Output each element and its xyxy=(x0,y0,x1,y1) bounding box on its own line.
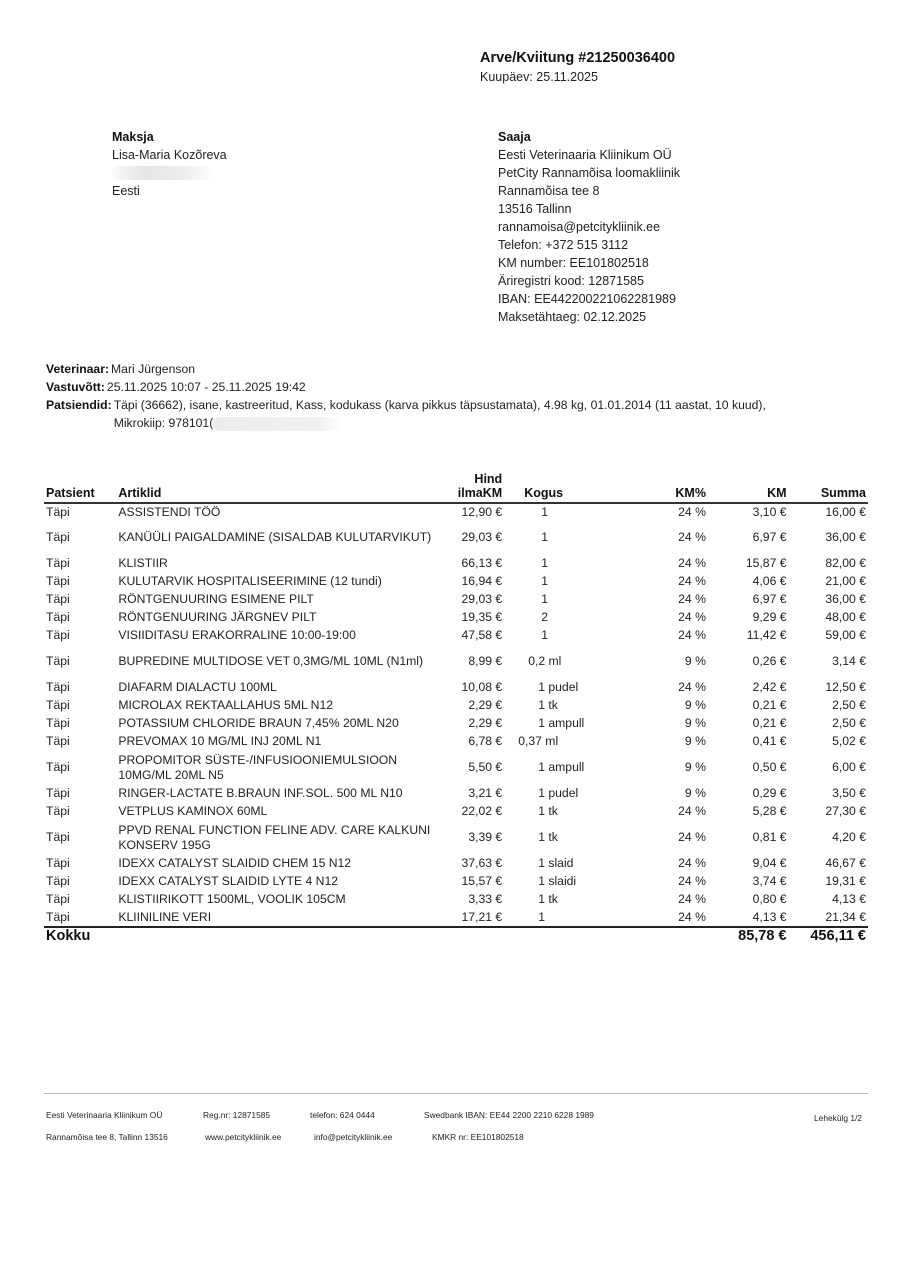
row-price: 16,94 € xyxy=(461,574,503,589)
footer-email: info@petcitykliinik.ee xyxy=(314,1132,393,1142)
row-vat-pct: 9 % xyxy=(684,734,706,749)
row-qty xyxy=(504,803,629,821)
row-patient: Täpi xyxy=(46,892,70,907)
row-vat-pct: 24 % xyxy=(678,610,706,625)
row-qty xyxy=(504,521,629,555)
row-qty-value: 1 tk xyxy=(538,698,558,713)
row-sum: 21,34 € xyxy=(825,909,866,924)
row-qty xyxy=(504,855,629,873)
row-sum: 36,00 € xyxy=(825,592,866,607)
row-vat: 0,26 € xyxy=(752,654,787,669)
row-price: 47,58 € xyxy=(461,628,503,643)
row-patient: Täpi xyxy=(46,760,70,775)
table-row xyxy=(44,503,868,521)
recipient-due-date: Maksetähtaeg: 02.12.2025 xyxy=(498,310,647,324)
row-patient: Täpi xyxy=(46,909,70,924)
row-qty-value: 1 ampull xyxy=(538,760,585,775)
row-vat-pct: 24 % xyxy=(678,504,706,519)
row-sum: 12,50 € xyxy=(825,680,866,695)
row-patient: Täpi xyxy=(46,734,70,749)
row-qty xyxy=(504,555,629,573)
row-qty xyxy=(504,751,629,785)
row-price: 3,21 € xyxy=(468,786,503,801)
row-patient: Täpi xyxy=(46,856,70,871)
row-patient: Täpi xyxy=(46,804,70,819)
row-qty-value: 1 slaidi xyxy=(538,874,577,889)
table-row xyxy=(44,803,868,821)
row-vat: 0,21 € xyxy=(752,698,787,713)
row-item: POTASSIUM CHLORIDE BRAUN 7,45% 20ML N20 xyxy=(118,716,399,731)
invoice-date: Kuupäev: 25.11.2025 xyxy=(480,70,598,84)
table-row xyxy=(44,751,868,785)
payer-heading: Maksja xyxy=(112,130,154,144)
row-vat: 11,42 € xyxy=(746,628,787,643)
row-qty-value: 1 ampull xyxy=(538,716,585,731)
row-sum: 19,31 € xyxy=(825,874,866,889)
patients-label: Patsiendid: xyxy=(46,398,112,412)
col-sum: Summa xyxy=(820,486,866,500)
row-item: KLISTIIRIKOTT 1500ML, VOOLIK 105CM xyxy=(118,892,346,907)
row-item: ASSISTENDI TÖÖ xyxy=(118,504,221,519)
row-patient: Täpi xyxy=(46,628,70,643)
row-item: PROPOMITOR SÜSTE-/INFUSIOONIEMULSIOON 10MG/ML 20ML N5 xyxy=(118,752,398,782)
row-vat: 6,97 € xyxy=(752,592,787,607)
row-vat-pct: 24 % xyxy=(678,574,706,589)
row-qty-value: 1 tk xyxy=(538,892,558,907)
row-price: 2,29 € xyxy=(468,698,503,713)
row-vat-pct: 24 % xyxy=(678,892,706,907)
redacted-address xyxy=(112,166,212,180)
row-vat-pct: 24 % xyxy=(678,530,706,545)
row-qty-value: 1 xyxy=(541,504,548,519)
vet-label: Veterinaar: xyxy=(46,362,110,376)
recipient-registry-code: Äriregistri kood: 12871585 xyxy=(498,274,644,288)
row-item: KULUTARVIK HOSPITALISEERIMINE (12 tundi) xyxy=(118,574,382,589)
row-sum: 82,00 € xyxy=(825,556,866,571)
row-item: IDEXX CATALYST SLAIDID LYTE 4 N12 xyxy=(118,874,339,889)
recipient-city: 13516 Tallinn xyxy=(498,202,572,216)
row-item: BUPREDINE MULTIDOSE VET 0,3MG/ML 10ML (N1ml) xyxy=(118,654,424,669)
page-number: Lehekülg 1/2 xyxy=(814,1113,862,1123)
row-sum: 5,02 € xyxy=(832,734,866,749)
row-price: 37,63 € xyxy=(461,856,503,871)
row-vat: 0,29 € xyxy=(752,786,787,801)
row-qty-value: 1 pudel xyxy=(538,680,579,695)
row-qty xyxy=(504,591,629,609)
row-sum: 36,00 € xyxy=(825,530,866,545)
row-sum: 16,00 € xyxy=(825,504,866,519)
row-vat-pct: 9 % xyxy=(684,760,706,775)
row-qty xyxy=(504,573,629,591)
row-item: DIAFARM DIALACTU 100ML xyxy=(118,680,277,695)
row-qty-value: 1 xyxy=(541,592,548,607)
row-qty xyxy=(504,891,629,909)
row-qty-value: 1 pudel xyxy=(538,786,579,801)
col-patient: Patsient xyxy=(46,486,95,500)
row-price: 29,03 € xyxy=(461,592,503,607)
row-price: 10,08 € xyxy=(461,680,503,695)
row-vat-pct: 24 % xyxy=(678,856,706,871)
row-vat-pct: 24 % xyxy=(678,909,706,924)
row-patient: Täpi xyxy=(46,830,70,845)
row-qty xyxy=(504,821,629,855)
row-qty xyxy=(504,909,629,927)
row-vat: 9,29 € xyxy=(752,610,787,625)
col-vat-pct: KM% xyxy=(675,486,706,500)
row-item: RÖNTGENUURING ESIMENE PILT xyxy=(118,592,314,607)
appointment-row xyxy=(46,378,766,396)
footer-phone: telefon: 624 0444 xyxy=(310,1110,375,1120)
table-row xyxy=(44,645,868,679)
row-vat: 3,74 € xyxy=(752,874,787,889)
row-patient: Täpi xyxy=(46,698,70,713)
footer-divider xyxy=(44,1093,868,1094)
row-qty xyxy=(504,873,629,891)
recipient-phone: Telefon: +372 515 3112 xyxy=(498,238,629,252)
recipient-clinic: PetCity Rannamõisa loomakliinik xyxy=(498,166,681,180)
microchip: Mikrokiip: 978101( xyxy=(113,416,214,430)
footer-regnr: Reg.nr: 12871585 xyxy=(203,1110,271,1120)
recipient-company: Eesti Veterinaaria Kliinikum OÜ xyxy=(498,148,672,162)
recipient-heading: Saaja xyxy=(498,130,531,144)
row-price: 2,29 € xyxy=(468,716,503,731)
row-price: 3,39 € xyxy=(468,830,503,845)
col-qty: Kogus xyxy=(524,486,564,500)
microchip-line xyxy=(114,414,766,432)
col-price-line1: Hind xyxy=(474,472,503,486)
table-row xyxy=(44,679,868,697)
row-vat: 4,06 € xyxy=(752,574,787,589)
table-row xyxy=(44,627,868,645)
row-sum: 46,67 € xyxy=(825,856,866,871)
table-row xyxy=(44,521,868,555)
row-sum: 2,50 € xyxy=(832,698,866,713)
patients-row xyxy=(46,396,766,432)
recipient-block xyxy=(498,128,680,326)
recipient-vat-number: KM number: EE101802518 xyxy=(498,256,649,270)
total-sum: 456,11 € xyxy=(810,928,866,944)
row-price: 3,33 € xyxy=(468,892,503,907)
row-qty-value: 1 xyxy=(541,574,548,589)
row-price: 17,21 € xyxy=(461,909,503,924)
row-patient: Täpi xyxy=(46,556,70,571)
payer-name: Lisa-Maria Kozõreva xyxy=(112,148,227,162)
row-qty-value: 1 xyxy=(541,628,548,643)
payer-country: Eesti xyxy=(112,184,140,198)
row-vat-pct: 24 % xyxy=(678,680,706,695)
row-vat: 0,21 € xyxy=(752,716,787,731)
row-vat: 9,04 € xyxy=(752,856,787,871)
footer-company: Eesti Veterinaaria Kliinikum OÜ xyxy=(46,1110,163,1120)
table-row xyxy=(44,733,868,751)
table-row xyxy=(44,591,868,609)
footer-web: www.petcitykliinik.ee xyxy=(205,1132,282,1142)
row-qty-value: 2 xyxy=(541,610,548,625)
table-row xyxy=(44,909,868,927)
col-price xyxy=(440,472,505,503)
table-row xyxy=(44,697,868,715)
row-patient: Täpi xyxy=(46,680,70,695)
table-header-row xyxy=(44,472,868,503)
row-vat-pct: 9 % xyxy=(684,698,706,713)
row-patient: Täpi xyxy=(46,592,70,607)
row-vat-pct: 24 % xyxy=(678,628,706,643)
row-sum: 2,50 € xyxy=(832,716,866,731)
row-qty xyxy=(504,733,629,751)
total-vat: 85,78 € xyxy=(738,928,787,944)
row-item: PPVD RENAL FUNCTION FELINE ADV. CARE KALKUNI KONSERV 195G xyxy=(118,822,431,852)
row-patient: Täpi xyxy=(46,716,70,731)
visit-info xyxy=(46,360,766,432)
row-sum: 59,00 € xyxy=(825,628,866,643)
row-vat: 4,13 € xyxy=(752,909,787,924)
row-item: PREVOMAX 10 MG/ML INJ 20ML N1 xyxy=(118,734,322,749)
row-price: 22,02 € xyxy=(461,804,503,819)
recipient-email: rannamoisa@petcitykliinik.ee xyxy=(498,220,661,234)
total-label: Kokku xyxy=(46,928,91,944)
row-qty-value: 1 tk xyxy=(538,804,558,819)
payer-block xyxy=(112,128,227,200)
row-vat: 0,81 € xyxy=(752,830,787,845)
appointment-time: 25.11.2025 10:07 - 25.11.2025 19:42 xyxy=(106,380,306,394)
row-price: 19,35 € xyxy=(461,610,503,625)
row-sum: 3,14 € xyxy=(832,654,866,669)
table-row xyxy=(44,573,868,591)
row-price: 6,78 € xyxy=(468,734,503,749)
row-qty-value: 1 tk xyxy=(538,830,558,845)
row-sum: 4,20 € xyxy=(832,830,866,845)
table-row xyxy=(44,715,868,733)
table-row xyxy=(44,891,868,909)
row-item: KANÜÜLI PAIGALDAMINE (SISALDAB KULUTARVIKUT) xyxy=(118,530,432,545)
row-item: MICROLAX REKTAALLAHUS 5ML N12 xyxy=(118,698,334,713)
row-sum: 3,50 € xyxy=(832,786,866,801)
row-qty-value: 1 xyxy=(541,556,548,571)
recipient-street: Rannamõisa tee 8 xyxy=(498,184,600,198)
row-sum: 48,00 € xyxy=(825,610,866,625)
row-sum: 21,00 € xyxy=(825,574,866,589)
row-qty-value: 0,2 ml xyxy=(528,654,562,669)
row-vat-pct: 9 % xyxy=(684,786,706,801)
row-price: 5,50 € xyxy=(468,760,503,775)
vet-name: Mari Jürgenson xyxy=(111,362,196,376)
row-vat: 0,80 € xyxy=(752,892,787,907)
row-qty xyxy=(504,645,629,679)
row-patient: Täpi xyxy=(46,786,70,801)
row-vat-pct: 9 % xyxy=(684,716,706,731)
row-qty xyxy=(504,503,629,521)
items-table xyxy=(44,472,868,945)
row-patient: Täpi xyxy=(46,654,70,669)
row-vat-pct: 24 % xyxy=(678,556,706,571)
row-vat: 5,28 € xyxy=(752,804,787,819)
col-vat: KM xyxy=(767,486,787,500)
row-patient: Täpi xyxy=(46,530,70,545)
row-item: VETPLUS KAMINOX 60ML xyxy=(118,804,268,819)
row-item: IDEXX CATALYST SLAIDID CHEM 15 N12 xyxy=(118,856,352,871)
row-vat: 3,10 € xyxy=(752,504,787,519)
row-qty-value: 1 slaid xyxy=(538,856,574,871)
row-item: VISIIDITASU ERAKORRALINE 10:00-19:00 xyxy=(118,628,356,643)
total-row xyxy=(44,927,868,945)
patient-description: Täpi (36662), isane, kastreeritud, Kass, kodukass (karva pikkus täpsustamata), 4.98 kg, 01.01.2014 (11 aastat, 10 kuud), xyxy=(113,398,766,412)
table-row xyxy=(44,873,868,891)
row-item: RÖNTGENUURING JÄRGNEV PILT xyxy=(118,610,317,625)
footer-iban: Swedbank IBAN: EE44 2200 2210 6228 1989 xyxy=(424,1110,594,1120)
row-sum: 27,30 € xyxy=(825,804,866,819)
footer-kmkr: KMKR nr: EE101802518 xyxy=(432,1132,524,1142)
row-qty xyxy=(504,679,629,697)
row-price: 15,57 € xyxy=(461,874,503,889)
row-qty-value: 1 xyxy=(541,530,548,545)
row-qty-value: 1 xyxy=(538,909,545,924)
table-row xyxy=(44,855,868,873)
row-price: 12,90 € xyxy=(461,504,503,519)
row-vat-pct: 24 % xyxy=(678,592,706,607)
patients-details xyxy=(114,396,766,432)
row-vat-pct: 24 % xyxy=(678,874,706,889)
row-patient: Täpi xyxy=(46,504,70,519)
row-qty xyxy=(504,609,629,627)
invoice-title: Arve/Kviitung #21250036400 xyxy=(480,50,676,66)
row-vat-pct: 9 % xyxy=(684,654,706,669)
row-vat: 0,50 € xyxy=(752,760,787,775)
row-vat: 0,41 € xyxy=(752,734,787,749)
row-qty xyxy=(504,697,629,715)
row-sum: 6,00 € xyxy=(832,760,866,775)
table-row xyxy=(44,555,868,573)
row-qty xyxy=(504,627,629,645)
row-patient: Täpi xyxy=(46,610,70,625)
row-qty xyxy=(504,785,629,803)
row-patient: Täpi xyxy=(46,874,70,889)
row-vat-pct: 24 % xyxy=(678,804,706,819)
row-sum: 4,13 € xyxy=(832,892,866,907)
row-patient: Täpi xyxy=(46,574,70,589)
row-price: 29,03 € xyxy=(461,530,503,545)
col-items: Artiklid xyxy=(118,486,162,500)
row-qty-value: 0,37 ml xyxy=(518,734,559,749)
redacted-microchip xyxy=(213,417,343,431)
table-row xyxy=(44,609,868,627)
row-item: KLISTIIR xyxy=(118,556,168,571)
row-qty xyxy=(504,715,629,733)
table-row xyxy=(44,785,868,803)
appointment-label: Vastuvõtt: xyxy=(46,380,105,394)
row-item: RINGER-LACTATE B.BRAUN INF.SOL. 500 ML N10 xyxy=(118,786,403,801)
recipient-iban: IBAN: EE442200221062281989 xyxy=(498,292,676,306)
row-vat-pct: 24 % xyxy=(678,830,706,845)
vet-row xyxy=(46,360,766,378)
row-price: 8,99 € xyxy=(468,654,503,669)
row-price: 66,13 € xyxy=(461,556,503,571)
row-vat: 15,87 € xyxy=(745,556,787,571)
footer-address: Rannamõisa tee 8, Tallinn 13516 xyxy=(46,1132,168,1142)
row-vat: 6,97 € xyxy=(752,530,787,545)
row-vat: 2,42 € xyxy=(752,680,787,695)
row-item: KLIINILINE VERI xyxy=(118,909,212,924)
col-price-line2: ilmaKM xyxy=(457,486,503,500)
table-row xyxy=(44,821,868,855)
